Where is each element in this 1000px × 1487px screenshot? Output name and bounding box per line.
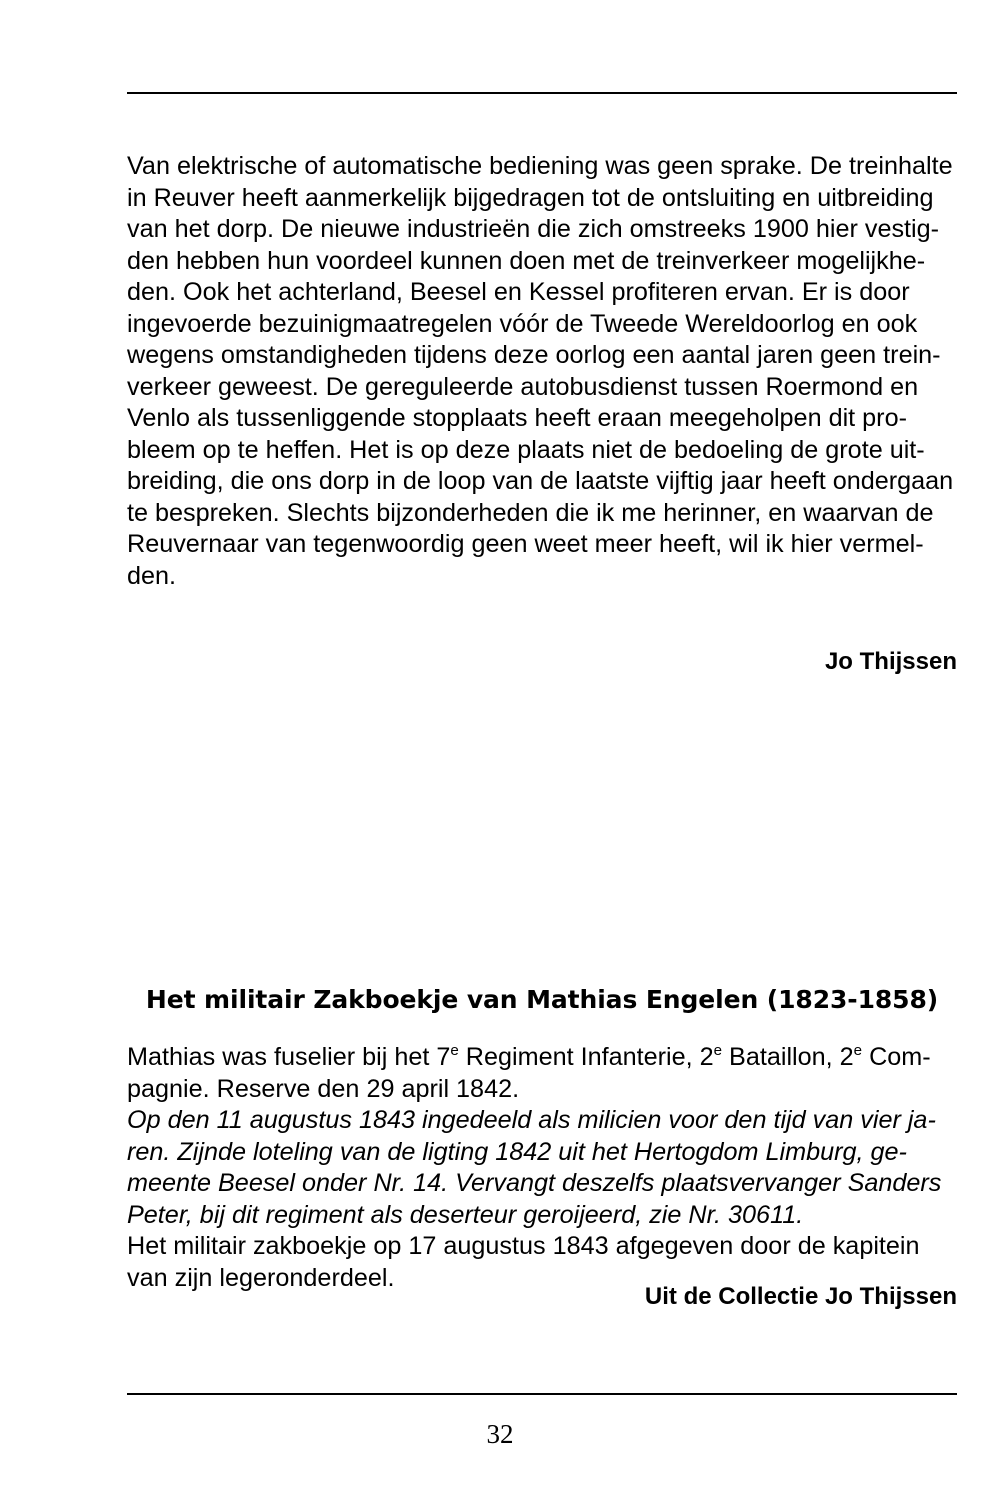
text-line: Reuvernaar van tegenwoordig geen weet meer heeft, wil ik hier vermel- xyxy=(127,530,924,558)
text-line: bleem op te heffen. Het is op deze plaats niet de bedoeling de grote uit- xyxy=(127,435,925,464)
italic-line: meente Beesel onder Nr. 14. Vervangt deszelfs plaatsvervanger Sanders xyxy=(127,1169,942,1197)
superscript: e xyxy=(713,1042,723,1060)
italic-line: Peter, bij dit regiment als deserteur geroijeerd, zie Nr. 30611. xyxy=(127,1200,804,1229)
intro-paragraph xyxy=(127,151,957,592)
superscript: e xyxy=(450,1042,459,1060)
text-line: ingevoerde bezuinigmaatregelen vóór de Tweede Wereldoorlog en ook xyxy=(127,309,918,338)
superscript: e xyxy=(853,1042,863,1060)
article-body xyxy=(127,1042,957,1294)
text-segment: Bataillon, 2 xyxy=(722,1043,854,1071)
text-line: den. xyxy=(127,561,177,590)
text-line: breiding, die ons dorp in de loop van de laatste vijftig jaar heeft ondergaan xyxy=(127,467,954,495)
bottom-divider xyxy=(127,1393,957,1395)
text-line: in Reuver heeft aanmerkelijk bijgedragen tot de ontsluiting en uitbreiding xyxy=(127,183,934,212)
text-line: den hebben hun voordeel kunnen doen met de treinverkeer mogelijkhe- xyxy=(127,246,926,275)
author-signature: Jo Thijssen xyxy=(824,648,957,675)
article-title: Het militair Zakboekje van Mathias Engelen (1823-1858) xyxy=(145,985,939,1014)
italic-line: ren. Zijnde loteling van de ligting 1842 uit het Hertogdom Limburg, ge- xyxy=(127,1137,907,1166)
top-divider xyxy=(127,92,957,94)
text-line: Venlo als tussenliggende stopplaats heeft eraan meegeholpen dit pro- xyxy=(127,404,907,432)
text-line: van zijn legeronderdeel. xyxy=(127,1263,395,1292)
text-line: den. Ook het achterland, Beesel en Kessel profiteren ervan. Er is door xyxy=(127,278,910,306)
text-segment: Mathias was fuselier bij het 7 xyxy=(127,1043,451,1071)
text-segment: Com- xyxy=(862,1043,931,1071)
text-line: van het dorp. De nieuwe industrieën die zich omstreeks 1900 hier vestig- xyxy=(127,215,940,243)
source-credit: Uit de Collectie Jo Thijssen xyxy=(644,1283,957,1310)
text-line: Het militair zakboekje op 17 augustus 1843 afgegeven door de kapitein xyxy=(127,1232,920,1260)
text-line: pagnie. Reserve den 29 april 1842. xyxy=(127,1074,520,1103)
text-segment: Regiment Infanterie, 2 xyxy=(458,1043,714,1071)
text-line: Van elektrische of automatische bediening was geen sprake. De treinhalte xyxy=(127,152,953,180)
text-line: wegens omstandigheden tijdens deze oorlog een aantal jaren geen trein- xyxy=(127,341,941,369)
text-line: te bespreken. Slechts bijzonderheden die ik me herinner, en waarvan de xyxy=(127,498,934,527)
page-number: 32 xyxy=(486,1419,514,1449)
text-line: verkeer geweest. De gereguleerde autobusdienst tussen Roermond en xyxy=(127,372,919,401)
italic-line: Op den 11 augustus 1843 ingedeeld als milicien voor den tijd van vier ja- xyxy=(127,1106,936,1134)
